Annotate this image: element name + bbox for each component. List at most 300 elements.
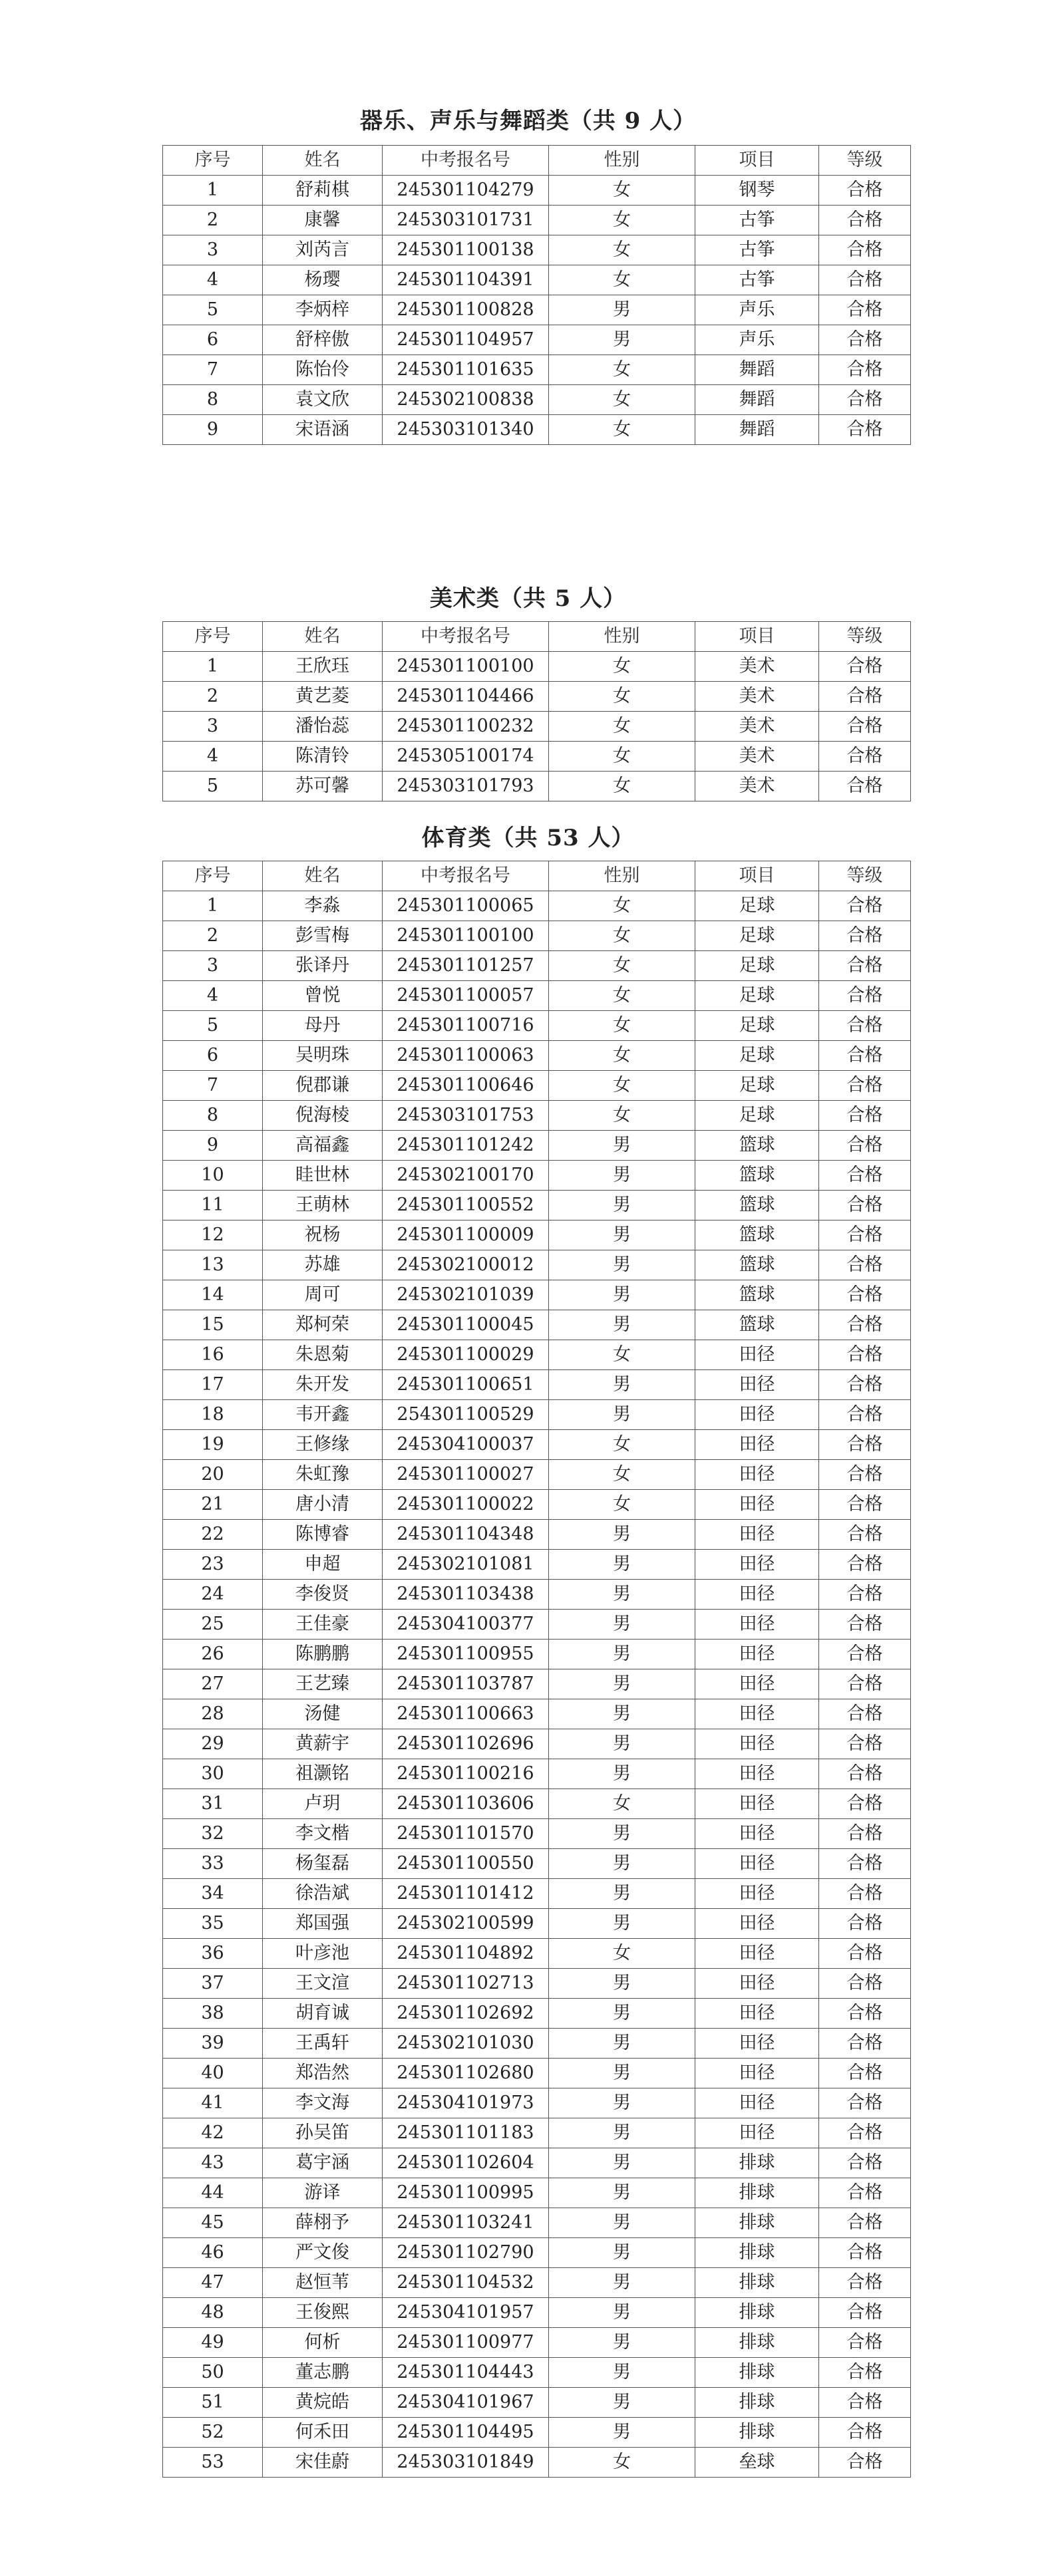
cell-number: 1	[163, 176, 263, 206]
cell-gender: 女	[549, 921, 695, 951]
cell-category: 舞蹈	[695, 385, 819, 415]
cell-number: 29	[163, 1729, 263, 1759]
cell-exam-id: 245301104391	[383, 265, 549, 295]
table-header-row	[163, 622, 911, 652]
cell-exam-id: 245301100232	[383, 712, 549, 742]
cell-exam-id: 245301101570	[383, 1819, 549, 1849]
cell-number: 49	[163, 2328, 263, 2358]
cell-number: 3	[163, 235, 263, 265]
cell-category: 田径	[695, 1550, 819, 1580]
cell-category: 美术	[695, 712, 819, 742]
cell-exam-id: 245301103241	[383, 2208, 549, 2238]
cell-gender: 男	[549, 2148, 695, 2178]
cell-category: 田径	[695, 1400, 819, 1430]
cell-number: 2	[163, 206, 263, 235]
cell-gender: 女	[549, 652, 695, 682]
cell-name: 韦开鑫	[263, 1400, 383, 1430]
cell-exam-id: 245302101039	[383, 1280, 549, 1310]
table-row	[163, 1131, 911, 1161]
cell-number: 33	[163, 1849, 263, 1879]
cell-number: 39	[163, 2029, 263, 2059]
cell-number: 31	[163, 1789, 263, 1819]
cell-gender: 男	[549, 1819, 695, 1849]
cell-name: 陈怡伶	[263, 355, 383, 385]
header-grade: 等级	[819, 622, 911, 652]
cell-name: 母丹	[263, 1011, 383, 1041]
table-row	[163, 1191, 911, 1220]
cell-name: 祖灏铭	[263, 1759, 383, 1789]
table-row	[163, 1280, 911, 1310]
cell-name: 薛栩予	[263, 2208, 383, 2238]
cell-exam-id: 245301102680	[383, 2059, 549, 2088]
cell-exam-id: 245301104348	[383, 1520, 549, 1550]
cell-category: 声乐	[695, 325, 819, 355]
cell-grade: 合格	[819, 1161, 911, 1191]
cell-grade: 合格	[819, 1550, 911, 1580]
cell-number: 7	[163, 355, 263, 385]
cell-gender: 男	[549, 1520, 695, 1550]
table-row	[163, 206, 911, 235]
cell-gender: 女	[549, 355, 695, 385]
cell-number: 25	[163, 1610, 263, 1640]
cell-exam-id: 245301102790	[383, 2238, 549, 2268]
cell-category: 足球	[695, 1041, 819, 1071]
cell-gender: 男	[549, 1879, 695, 1909]
cell-exam-id: 245301100216	[383, 1759, 549, 1789]
cell-exam-id: 245301104466	[383, 682, 549, 712]
art-table	[162, 621, 911, 801]
cell-name: 卢玥	[263, 1789, 383, 1819]
table-row	[163, 951, 911, 981]
cell-grade: 合格	[819, 1490, 911, 1520]
cell-gender: 男	[549, 1640, 695, 1669]
table-row	[163, 1669, 911, 1699]
cell-exam-id: 245301100057	[383, 981, 549, 1011]
cell-name: 严文俊	[263, 2238, 383, 2268]
table-row	[163, 1909, 911, 1939]
cell-gender: 男	[549, 1729, 695, 1759]
cell-category: 篮球	[695, 1310, 819, 1340]
cell-category: 排球	[695, 2208, 819, 2238]
cell-name: 陈鹏鹏	[263, 1640, 383, 1669]
table-row	[163, 1490, 911, 1520]
table-row	[163, 1939, 911, 1969]
cell-number: 36	[163, 1939, 263, 1969]
cell-category: 美术	[695, 682, 819, 712]
cell-grade: 合格	[819, 1280, 911, 1310]
cell-grade: 合格	[819, 1729, 911, 1759]
cell-name: 王佳豪	[263, 1610, 383, 1640]
cell-gender: 男	[549, 1759, 695, 1789]
table-row	[163, 1849, 911, 1879]
cell-category: 足球	[695, 1101, 819, 1131]
cell-category: 田径	[695, 1520, 819, 1550]
cell-name: 王禹轩	[263, 2029, 383, 2059]
cell-gender: 男	[549, 1280, 695, 1310]
cell-category: 田径	[695, 2088, 819, 2118]
cell-category: 田径	[695, 1460, 819, 1490]
cell-exam-id: 245301100009	[383, 1220, 549, 1250]
cell-name: 何析	[263, 2328, 383, 2358]
cell-exam-id: 245301100138	[383, 235, 549, 265]
cell-gender: 女	[549, 1460, 695, 1490]
table-row	[163, 2088, 911, 2118]
cell-category: 足球	[695, 1011, 819, 1041]
cell-name: 叶彦池	[263, 1939, 383, 1969]
cell-name: 朱开发	[263, 1370, 383, 1400]
cell-number: 16	[163, 1340, 263, 1370]
cell-exam-id: 245301100995	[383, 2178, 549, 2208]
cell-grade: 合格	[819, 2178, 911, 2208]
cell-exam-id: 245301101183	[383, 2118, 549, 2148]
table-row	[163, 921, 911, 951]
cell-exam-id: 245303101849	[383, 2448, 549, 2478]
cell-category: 足球	[695, 891, 819, 921]
table-row	[163, 1729, 911, 1759]
cell-name: 黄烷皓	[263, 2388, 383, 2418]
table-row	[163, 1819, 911, 1849]
cell-category: 排球	[695, 2388, 819, 2418]
music-dance-table	[162, 145, 911, 445]
table-row	[163, 1550, 911, 1580]
cell-gender: 男	[549, 295, 695, 325]
cell-number: 32	[163, 1819, 263, 1849]
header-category: 项目	[695, 622, 819, 652]
cell-number: 19	[163, 1430, 263, 1460]
table-header-row	[163, 861, 911, 891]
cell-gender: 女	[549, 1071, 695, 1101]
cell-gender: 男	[549, 2418, 695, 2448]
cell-exam-id: 245301100716	[383, 1011, 549, 1041]
cell-name: 潘怡蕊	[263, 712, 383, 742]
cell-gender: 男	[549, 2268, 695, 2298]
cell-number: 2	[163, 682, 263, 712]
header-gender: 性别	[549, 146, 695, 176]
cell-number: 1	[163, 652, 263, 682]
cell-gender: 女	[549, 1101, 695, 1131]
cell-gender: 男	[549, 2388, 695, 2418]
header-number: 序号	[163, 622, 263, 652]
cell-exam-id: 245301100552	[383, 1191, 549, 1220]
cell-name: 王艺臻	[263, 1669, 383, 1699]
cell-gender: 男	[549, 1969, 695, 1999]
cell-category: 垒球	[695, 2448, 819, 2478]
cell-gender: 女	[549, 2448, 695, 2478]
cell-name: 张译丹	[263, 951, 383, 981]
cell-number: 1	[163, 891, 263, 921]
cell-name: 赵恒苇	[263, 2268, 383, 2298]
cell-grade: 合格	[819, 206, 911, 235]
cell-exam-id: 245301104443	[383, 2358, 549, 2388]
table-row	[163, 1101, 911, 1131]
cell-gender: 男	[549, 1999, 695, 2029]
cell-number: 47	[163, 2268, 263, 2298]
cell-number: 38	[163, 1999, 263, 2029]
cell-grade: 合格	[819, 1789, 911, 1819]
table-row	[163, 2178, 911, 2208]
cell-name: 陈博睿	[263, 1520, 383, 1550]
cell-name: 胡育诚	[263, 1999, 383, 2029]
cell-number: 24	[163, 1580, 263, 1610]
cell-gender: 女	[549, 891, 695, 921]
cell-exam-id: 245303101340	[383, 415, 549, 445]
cell-category: 田径	[695, 1610, 819, 1640]
cell-number: 18	[163, 1400, 263, 1430]
cell-exam-id: 245301101257	[383, 951, 549, 981]
cell-grade: 合格	[819, 951, 911, 981]
table-row	[163, 2029, 911, 2059]
cell-exam-id: 245301101635	[383, 355, 549, 385]
cell-exam-id: 245301104957	[383, 325, 549, 355]
cell-gender: 男	[549, 2358, 695, 2388]
cell-category: 篮球	[695, 1131, 819, 1161]
cell-number: 30	[163, 1759, 263, 1789]
cell-grade: 合格	[819, 2029, 911, 2059]
cell-number: 9	[163, 415, 263, 445]
table-row	[163, 1699, 911, 1729]
cell-gender: 女	[549, 265, 695, 295]
table-row	[163, 2358, 911, 2388]
cell-number: 43	[163, 2148, 263, 2178]
cell-gender: 男	[549, 1310, 695, 1340]
table-row	[163, 1161, 911, 1191]
cell-name: 李炳梓	[263, 295, 383, 325]
cell-number: 21	[163, 1490, 263, 1520]
header-number: 序号	[163, 146, 263, 176]
header-grade: 等级	[819, 146, 911, 176]
cell-category: 美术	[695, 652, 819, 682]
cell-name: 杨玺磊	[263, 1849, 383, 1879]
table-row	[163, 712, 911, 742]
cell-name: 唐小清	[263, 1490, 383, 1520]
table-row	[163, 2448, 911, 2478]
cell-grade: 合格	[819, 1071, 911, 1101]
cell-number: 51	[163, 2388, 263, 2418]
cell-exam-id: 245301100045	[383, 1310, 549, 1340]
cell-grade: 合格	[819, 2208, 911, 2238]
table-row	[163, 325, 911, 355]
cell-gender: 男	[549, 1669, 695, 1699]
cell-grade: 合格	[819, 1220, 911, 1250]
table-row	[163, 235, 911, 265]
cell-category: 排球	[695, 2238, 819, 2268]
header-category: 项目	[695, 146, 819, 176]
cell-number: 10	[163, 1161, 263, 1191]
cell-gender: 男	[549, 1550, 695, 1580]
cell-name: 李淼	[263, 891, 383, 921]
cell-exam-id: 245301100027	[383, 1460, 549, 1490]
cell-category: 篮球	[695, 1220, 819, 1250]
cell-number: 42	[163, 2118, 263, 2148]
cell-number: 14	[163, 1280, 263, 1310]
cell-name: 苏可馨	[263, 772, 383, 801]
table-row	[163, 2238, 911, 2268]
cell-grade: 合格	[819, 265, 911, 295]
cell-number: 3	[163, 712, 263, 742]
cell-gender: 男	[549, 2298, 695, 2328]
cell-grade: 合格	[819, 1669, 911, 1699]
header-name: 姓名	[263, 146, 383, 176]
header-gender: 性别	[549, 861, 695, 891]
cell-gender: 男	[549, 2029, 695, 2059]
cell-exam-id: 245301104892	[383, 1939, 549, 1969]
cell-name: 宋佳蔚	[263, 2448, 383, 2478]
cell-grade: 合格	[819, 1370, 911, 1400]
cell-exam-id: 245304100037	[383, 1430, 549, 1460]
table-row	[163, 1250, 911, 1280]
table-row	[163, 1759, 911, 1789]
cell-gender: 男	[549, 325, 695, 355]
cell-grade: 合格	[819, 2388, 911, 2418]
cell-gender: 男	[549, 2208, 695, 2238]
cell-grade: 合格	[819, 385, 911, 415]
table-row	[163, 355, 911, 385]
cell-gender: 男	[549, 1370, 695, 1400]
cell-gender: 男	[549, 1400, 695, 1430]
table-row	[163, 2208, 911, 2238]
cell-name: 倪郡谦	[263, 1071, 383, 1101]
table-row	[163, 2388, 911, 2418]
cell-exam-id: 245302100012	[383, 1250, 549, 1280]
cell-grade: 合格	[819, 712, 911, 742]
table-row	[163, 682, 911, 712]
cell-number: 9	[163, 1131, 263, 1161]
table-row	[163, 772, 911, 801]
cell-category: 声乐	[695, 295, 819, 325]
cell-name: 陈清铃	[263, 742, 383, 772]
cell-category: 田径	[695, 1580, 819, 1610]
cell-category: 篮球	[695, 1191, 819, 1220]
section-title-music-dance: 器乐、声乐与舞蹈类（共 9 人）	[359, 108, 697, 134]
cell-grade: 合格	[819, 2088, 911, 2118]
table-row	[163, 415, 911, 445]
cell-number: 5	[163, 1011, 263, 1041]
cell-number: 6	[163, 325, 263, 355]
cell-name: 孙吴笛	[263, 2118, 383, 2148]
cell-number: 45	[163, 2208, 263, 2238]
cell-gender: 男	[549, 1191, 695, 1220]
cell-grade: 合格	[819, 2238, 911, 2268]
cell-category: 田径	[695, 2118, 819, 2148]
cell-name: 黄薪宇	[263, 1729, 383, 1759]
cell-category: 美术	[695, 772, 819, 801]
cell-name: 祝杨	[263, 1220, 383, 1250]
cell-number: 5	[163, 772, 263, 801]
cell-exam-id: 245304100377	[383, 1610, 549, 1640]
table-header-row	[163, 146, 911, 176]
cell-number: 52	[163, 2418, 263, 2448]
cell-gender: 女	[549, 1340, 695, 1370]
cell-grade: 合格	[819, 981, 911, 1011]
section-title-art: 美术类（共 5 人）	[429, 585, 627, 612]
cell-exam-id: 245301104532	[383, 2268, 549, 2298]
cell-name: 王萌林	[263, 1191, 383, 1220]
cell-name: 董志鹏	[263, 2358, 383, 2388]
cell-grade: 合格	[819, 1699, 911, 1729]
cell-grade: 合格	[819, 1520, 911, 1550]
cell-grade: 合格	[819, 1340, 911, 1370]
table-row	[163, 1520, 911, 1550]
cell-category: 古筝	[695, 265, 819, 295]
table-row	[163, 1011, 911, 1041]
cell-category: 舞蹈	[695, 355, 819, 385]
cell-gender: 女	[549, 682, 695, 712]
cell-gender: 女	[549, 951, 695, 981]
cell-grade: 合格	[819, 1939, 911, 1969]
cell-grade: 合格	[819, 1191, 911, 1220]
header-name: 姓名	[263, 622, 383, 652]
cell-gender: 女	[549, 742, 695, 772]
cell-exam-id: 245301100550	[383, 1849, 549, 1879]
cell-grade: 合格	[819, 1879, 911, 1909]
cell-gender: 男	[549, 1220, 695, 1250]
cell-exam-id: 245301102713	[383, 1969, 549, 1999]
cell-grade: 合格	[819, 1640, 911, 1669]
cell-exam-id: 245301103787	[383, 1669, 549, 1699]
cell-grade: 合格	[819, 2328, 911, 2358]
cell-gender: 男	[549, 1699, 695, 1729]
cell-name: 游译	[263, 2178, 383, 2208]
cell-number: 4	[163, 742, 263, 772]
cell-name: 吴明珠	[263, 1041, 383, 1071]
cell-exam-id: 245303101793	[383, 772, 549, 801]
cell-number: 4	[163, 981, 263, 1011]
table-row	[163, 1220, 911, 1250]
cell-name: 高福鑫	[263, 1131, 383, 1161]
cell-name: 彭雪梅	[263, 921, 383, 951]
cell-number: 7	[163, 1071, 263, 1101]
cell-exam-id: 245301100063	[383, 1041, 549, 1071]
cell-grade: 合格	[819, 2148, 911, 2178]
cell-category: 田径	[695, 2059, 819, 2088]
cell-exam-id: 245301100646	[383, 1071, 549, 1101]
cell-grade: 合格	[819, 2118, 911, 2148]
cell-grade: 合格	[819, 2059, 911, 2088]
cell-gender: 女	[549, 1011, 695, 1041]
cell-number: 4	[163, 265, 263, 295]
cell-gender: 女	[549, 1939, 695, 1969]
cell-number: 3	[163, 951, 263, 981]
cell-gender: 男	[549, 1909, 695, 1939]
cell-gender: 女	[549, 385, 695, 415]
cell-gender: 男	[549, 2088, 695, 2118]
cell-number: 35	[163, 1909, 263, 1939]
table-row	[163, 1041, 911, 1071]
cell-exam-id: 245301104279	[383, 176, 549, 206]
table-row	[163, 2328, 911, 2358]
cell-category: 钢琴	[695, 176, 819, 206]
cell-name: 李文楷	[263, 1819, 383, 1849]
cell-exam-id: 245301100651	[383, 1370, 549, 1400]
cell-number: 5	[163, 295, 263, 325]
header-number: 序号	[163, 861, 263, 891]
cell-exam-id: 245303101753	[383, 1101, 549, 1131]
cell-exam-id: 245301103606	[383, 1789, 549, 1819]
cell-exam-id: 245304101967	[383, 2388, 549, 2418]
table-row	[163, 1879, 911, 1909]
cell-number: 37	[163, 1969, 263, 1999]
cell-grade: 合格	[819, 1819, 911, 1849]
cell-category: 田径	[695, 1430, 819, 1460]
cell-grade: 合格	[819, 1400, 911, 1430]
cell-exam-id: 245301100100	[383, 921, 549, 951]
cell-category: 排球	[695, 2418, 819, 2448]
cell-number: 27	[163, 1669, 263, 1699]
cell-category: 古筝	[695, 206, 819, 235]
table-row	[163, 1640, 911, 1669]
cell-name: 李文海	[263, 2088, 383, 2118]
cell-category: 美术	[695, 742, 819, 772]
